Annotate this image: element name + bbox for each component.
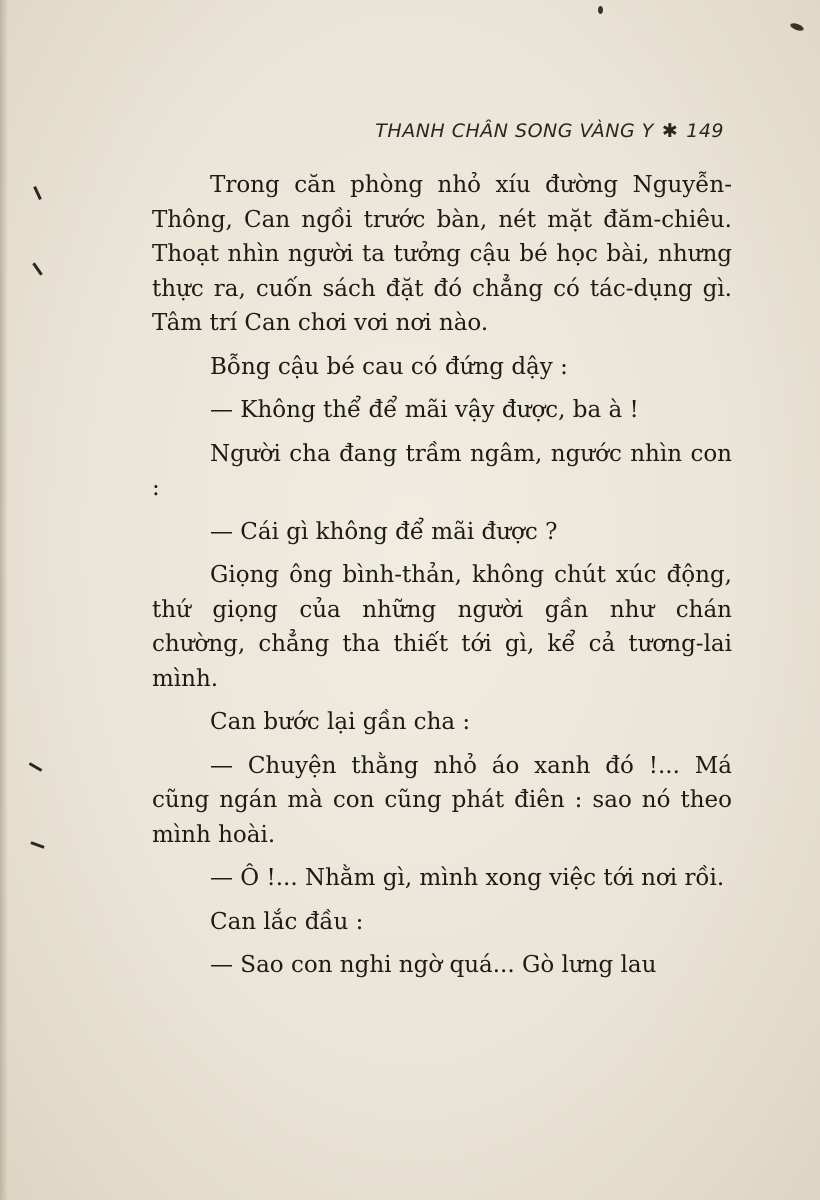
star-ornament-icon: ✱	[661, 120, 679, 142]
book-title: THANH CHÂN SONG VÀNG Y	[375, 120, 654, 142]
paragraph: Trong căn phòng nhỏ xíu đường Nguyễn-Thông, Can ngồi trước bàn, nét mặt đăm-chiêu. Thoạt nhìn người ta tưởng cậu bé học bài, nhưng thực ra, cuốn sách đặt đó chẳng có tác-dụng gì. Tâm trí Can chơi vơi nơi nào.	[152, 172, 732, 336]
dialogue-line: — Cái gì không để mãi được ?	[210, 518, 558, 545]
dialogue-line: — Chuyện thằng nhỏ áo xanh đó !... Má cũng ngán mà con cũng phát điên : sao nó theo mình hoài.	[152, 752, 732, 848]
paragraph: Can bước lại gần cha :	[210, 709, 471, 735]
dialogue-line: — Sao con nghi ngờ quá... Gò lưng lau	[210, 952, 657, 978]
margin-mark	[30, 841, 44, 849]
paragraph: Bỗng cậu bé cau có đứng dậy :	[210, 353, 568, 380]
paper-speck	[789, 22, 804, 32]
paragraph: Can lắc đầu :	[210, 908, 364, 935]
body-text	[152, 168, 732, 983]
paper-speck	[598, 6, 603, 14]
dialogue-line: — Không thể để mãi vậy được, ba à !	[210, 397, 639, 423]
margin-mark	[29, 762, 43, 772]
margin-mark	[32, 262, 42, 275]
paragraph: Người cha đang trầm ngâm, ngước nhìn con :	[152, 440, 732, 501]
page-edge-shadow	[0, 0, 8, 1200]
paragraph: Giọng ông bình-thản, không chút xúc động, thứ giọng của những người gần như chán chường, chẳng tha thiết tới gì, kể cả tương-lai mình.	[152, 562, 732, 692]
dialogue-line: — Ô !... Nhằm gì, mình xong việc tới nơi rồi.	[210, 865, 725, 891]
running-head	[375, 120, 724, 142]
margin-mark	[33, 186, 42, 200]
page-number: 149	[686, 120, 724, 142]
